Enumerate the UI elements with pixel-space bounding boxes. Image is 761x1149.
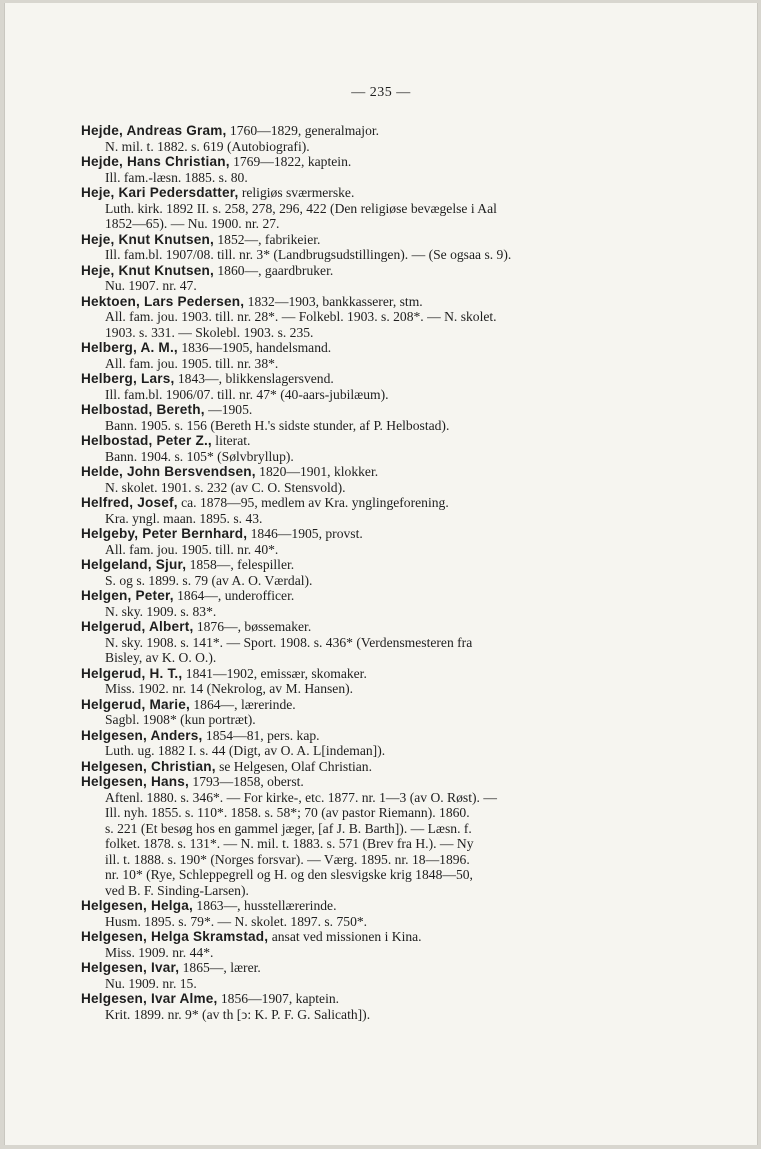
entry-name: Helgeland, Sjur,: [81, 557, 187, 572]
entry-name: Helgesen, Hans,: [81, 774, 190, 789]
entry-heading: [81, 666, 661, 682]
entry-name: Helgerud, Albert,: [81, 619, 194, 634]
entry: [81, 526, 661, 557]
entry: [81, 495, 661, 526]
entry-reference-line: Sagbl. 1908* (kun portræt).: [105, 712, 256, 727]
entry-reference-line: All. fam. jou. 1903. till. nr. 28*. — Folkebl. 1903. s. 208*. — N. skolet.: [105, 309, 497, 324]
entry-name: Hektoen, Lars Pedersen,: [81, 293, 245, 309]
entry: [81, 294, 661, 341]
entry-description: 1854—81, pers. kap.: [202, 727, 320, 743]
entry-description: 1841—1902, emissær, skomaker.: [182, 665, 367, 681]
page-number: — 235 —: [351, 85, 411, 100]
entry-description: 1852—, fabrikeier.: [213, 231, 321, 247]
entry-description: 1846—1905, provst.: [247, 526, 363, 541]
entry-name: Heje, Kari Pedersdatter,: [81, 185, 239, 200]
entry-reference-line: Ill. nyh. 1855. s. 110*. 1858. s. 58*; 70 (av pastor Riemann). 1860.: [105, 805, 470, 820]
entry-reference-line: folket. 1878. s. 131*. — N. mil. t. 1883. s. 571 (Brev fra H.). — Ny: [105, 836, 474, 851]
entry-reference-line: Kra. yngl. maan. 1895. s. 43.: [105, 510, 263, 526]
entry-name: Heje, Knut Knutsen,: [81, 231, 214, 247]
entry-reference-line: s. 221 (Et besøg hos en gammel jæger, [af J. B. Barth]). — Læsn. f.: [105, 820, 472, 836]
entry-heading: [81, 526, 661, 542]
entry-list: [81, 123, 661, 1022]
entry-reference-line: N. mil. t. 1882. s. 619 (Autobiografi).: [105, 138, 310, 154]
entry-name: Helgen, Peter,: [81, 588, 174, 603]
entry-heading: [81, 588, 661, 604]
entry-heading: [81, 340, 661, 356]
entry-heading: [81, 402, 661, 418]
entry-description: —1905.: [204, 402, 253, 417]
entry-heading: [81, 619, 661, 635]
entry-heading: [81, 495, 661, 511]
entry: [81, 619, 661, 666]
entry-description: 1856—1907, kaptein.: [217, 991, 340, 1006]
entry-description: 1820—1901, klokker.: [255, 464, 379, 479]
entry-description: 1865—, lærer.: [179, 960, 261, 975]
entry-name: Helgesen, Christian,: [81, 758, 216, 774]
entry-name: Helgesen, Helga,: [81, 898, 193, 913]
entry-reference-line: Ill. fam.-læsn. 1885. s. 80.: [105, 169, 248, 185]
entry: [81, 185, 661, 232]
entry-description: 1864—, underofficer.: [173, 588, 295, 603]
entry-heading: [81, 697, 661, 713]
entry: [81, 371, 661, 402]
entry-description: 1760—1829, generalmajor.: [226, 123, 380, 138]
entry-name: Helgeby, Peter Bernhard,: [81, 526, 248, 541]
entry-heading: [81, 774, 661, 790]
entry-name: Helde, John Bersvendsen,: [81, 464, 256, 479]
entry-name: Helberg, Lars,: [81, 371, 175, 386]
entry: [81, 340, 661, 371]
entry: [81, 697, 661, 728]
entry-reference-line: S. og s. 1899. s. 79 (av A. O. Værdal).: [105, 572, 313, 588]
entry-reference-line: Nu. 1907. nr. 47.: [105, 278, 197, 293]
entry-reference-line: nr. 10* (Rye, Schleppegrell og H. og den slesvigske krig 1848—50,: [105, 867, 473, 882]
entry: [81, 232, 661, 263]
entry: [81, 929, 661, 960]
entry: [81, 991, 661, 1022]
entry-description: ca. 1878—95, medlem av Kra. ynglingeforening.: [177, 495, 449, 510]
entry: [81, 728, 661, 759]
entry-reference-line: N. sky. 1909. s. 83*.: [105, 603, 217, 619]
entry-name: Helgesen, Helga Skramstad,: [81, 929, 269, 944]
entry: [81, 774, 661, 898]
entry: [81, 960, 661, 991]
entry: [81, 666, 661, 697]
entry-description: 1858—, felespiller.: [186, 557, 295, 572]
entry-reference-line: Bisley, av K. O. O.).: [105, 650, 217, 665]
entry-reference-line: 1903. s. 331. — Skolebl. 1903. s. 235.: [105, 324, 314, 340]
entry: [81, 464, 661, 495]
entry-name: Hejde, Hans Christian,: [81, 154, 230, 169]
entry: [81, 898, 661, 929]
entry-heading: [81, 898, 661, 914]
entry-name: Helgesen, Ivar Alme,: [81, 991, 218, 1006]
entry: [81, 263, 661, 294]
entry-description: 1876—, bøssemaker.: [193, 619, 312, 634]
entry-heading: [81, 232, 661, 248]
entry-description: 1863—, husstellærerinde.: [193, 898, 337, 913]
entry-heading: [81, 263, 661, 279]
entry-name: Helgesen, Ivar,: [81, 960, 180, 975]
entry-name: Helfred, Josef,: [81, 495, 178, 510]
entry: [81, 402, 661, 433]
entry-reference-line: Bann. 1905. s. 156 (Bereth H.'s sidste stunder, af P. Helbostad).: [105, 417, 450, 433]
entry: [81, 557, 661, 588]
entry-description: literat.: [211, 433, 251, 448]
entry-description: se Helgesen, Olaf Christian.: [215, 758, 372, 774]
entry-description: 1864—, lærerinde.: [189, 696, 296, 712]
entry-name: Helberg, A. M.,: [81, 340, 178, 355]
entry-description: 1836—1905, handelsmand.: [177, 340, 332, 355]
entry-reference-line: Ill. fam.bl. 1907/08. till. nr. 3* (Landbrugsudstillingen). — (Se ogsaa s. 9).: [105, 247, 512, 262]
entry: [81, 154, 661, 185]
entry-reference-line: Husm. 1895. s. 79*. — N. skolet. 1897. s. 750*.: [105, 913, 368, 929]
entry-heading: [81, 371, 661, 387]
entry-name: Helbostad, Peter Z.,: [81, 433, 212, 448]
entry-description: 1793—1858, oberst.: [189, 774, 304, 789]
entry-reference-line: Nu. 1909. nr. 15.: [105, 975, 197, 991]
entry-description: ansat ved missionen i Kina.: [268, 929, 422, 944]
entry-heading: [81, 464, 661, 480]
entry: [81, 759, 661, 775]
entry-reference-line: N. sky. 1908. s. 141*. — Sport. 1908. s. 436* (Verdensmesteren fra: [105, 634, 473, 650]
entry-reference-line: Luth. ug. 1882 I. s. 44 (Digt, av O. A. L[indeman]).: [105, 743, 386, 758]
entry-name: Heje, Knut Knutsen,: [81, 262, 214, 278]
entry-name: Helgerud, Marie,: [81, 696, 190, 712]
entry-name: Hejde, Andreas Gram,: [81, 123, 227, 138]
entry-reference-line: 1852—65). — Nu. 1900. nr. 27.: [105, 216, 280, 231]
book-page: [4, 3, 758, 1145]
entry-reference-line: Krit. 1899. nr. 9* (av th [ↄ: K. P. F. G. Salicath]).: [105, 1006, 371, 1022]
entry: [81, 588, 661, 619]
entry-description: 1832—1903, bankkasserer, stm.: [244, 293, 423, 309]
entry-reference-line: ved B. F. Sinding-Larsen).: [105, 882, 249, 898]
entry-description: religiøs sværmerske.: [238, 185, 355, 200]
entry-reference-line: N. skolet. 1901. s. 232 (av C. O. Stensvold).: [105, 479, 346, 495]
entry-heading: [81, 185, 661, 201]
entry-reference-line: Bann. 1904. s. 105* (Sølvbryllup).: [105, 448, 294, 464]
entry-reference-line: Luth. kirk. 1892 II. s. 258, 278, 296, 422 (Den religiøse bevægelse i Aal: [105, 200, 497, 216]
entry: [81, 433, 661, 464]
entry-heading: [81, 123, 661, 139]
entry-heading: [81, 759, 661, 775]
entry-description: 1769—1822, kaptein.: [229, 154, 352, 169]
entry-heading: [81, 960, 661, 976]
entry-reference-line: Miss. 1909. nr. 44*.: [105, 944, 214, 960]
entry-heading: [81, 728, 661, 744]
entry-heading: [81, 991, 661, 1007]
entry-name: Helbostad, Bereth,: [81, 402, 205, 417]
entry-description: 1843—, blikkenslagersvend.: [174, 371, 334, 386]
entry-heading: [81, 294, 661, 310]
entry-name: Helgesen, Anders,: [81, 727, 203, 743]
entry-reference-line: Ill. fam.bl. 1906/07. till. nr. 47* (40-aars-jubilæum).: [105, 386, 389, 402]
entry-reference-line: All. fam. jou. 1905. till. nr. 38*.: [105, 355, 279, 371]
entry-heading: [81, 154, 661, 170]
entry-heading: [81, 433, 661, 449]
entry-heading: [81, 557, 661, 573]
entry-name: Helgerud, H. T.,: [81, 665, 183, 681]
entry-description: 1860—, gaardbruker.: [213, 262, 334, 278]
entry-reference-line: Aftenl. 1880. s. 346*. — For kirke-, etc. 1877. nr. 1—3 (av O. Røst). —: [105, 789, 497, 805]
entry-reference-line: Miss. 1902. nr. 14 (Nekrolog, av M. Hansen).: [105, 681, 354, 696]
entry: [81, 123, 661, 154]
entry-heading: [81, 929, 661, 945]
entry-reference-line: All. fam. jou. 1905. till. nr. 40*.: [105, 541, 279, 557]
entry-reference-line: ill. t. 1888. s. 190* (Norges forsvar). — Værg. 1895. nr. 18—1896.: [105, 851, 470, 867]
